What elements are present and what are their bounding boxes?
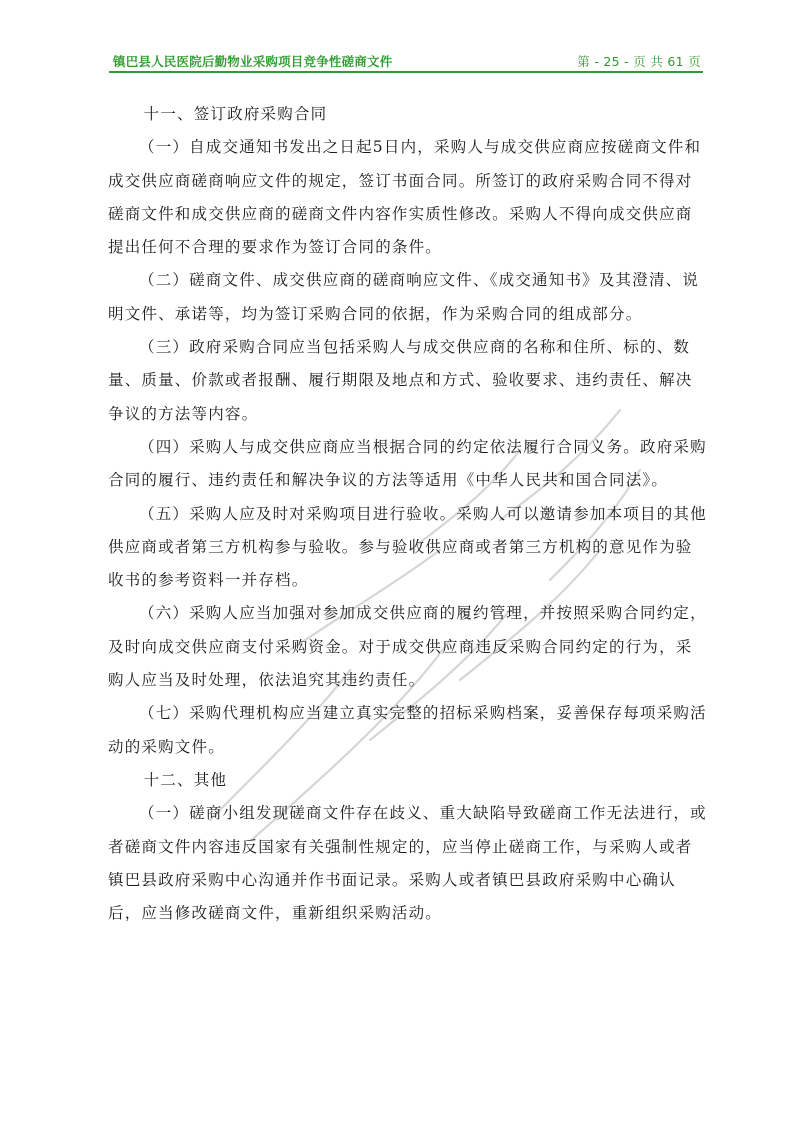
paragraph: （三）政府采购合同应当包括采购人与成交供应商的名称和住所、标的、数量、质量、价款或者报酬、履行期限及地点和方式、验收要求、违约责任、解决争议的方法等内容。	[108, 338, 693, 423]
document-title: 镇巴县人民医院后勤物业采购项目竞争性磋商文件	[113, 54, 393, 69]
section-heading: 十一、签订政府采购合同	[143, 105, 328, 123]
paragraph: （一）自成交通知书发出之日起5日内，采购人与成交供应商应按磋商文件和成交供应商磋商响应文件的规定，签订书面合同。所签订的政府采购合同不得对磋商文件和成交供应商的磋商文件内容作实质性修改。采购人不得向成交供应商提出任何不合理的要求作为签订合同的条件。	[108, 138, 702, 257]
document-body	[108, 98, 708, 930]
page-number: 第 - 25 - 页 共 61 页	[577, 54, 701, 69]
header-rule	[109, 71, 703, 73]
paragraph: （五）采购人应及时对采购项目进行验收。采购人可以邀请参加本项目的其他供应商或者第三方机构参与验收。参与验收供应商或者第三方机构的意见作为验收书的参考资料一并存档。	[108, 504, 707, 590]
page-header	[109, 50, 703, 72]
section-heading: 十二、其他	[143, 770, 228, 789]
paragraph: （二）磋商文件、成交供应商的磋商响应文件、《成交通知书》及其澄清、说明文件、承诺等，均为签订采购合同的依据，作为采购合同的组成部分。	[108, 271, 700, 323]
paragraph: （六）采购人应当加强对参加成交供应商的履约管理，并按照采购合同约定，及时向成交供应商支付采购资金。对于成交供应商违反采购合同约定的行为，采购人应当及时处理，依法追究其违约责任。	[108, 604, 707, 690]
paragraph: （四）采购人与成交供应商应当根据合同的约定依法履行合同义务。政府采购合同的履行、违约责任和解决争议的方法等适用《中华人民共和国合同法》。	[108, 437, 707, 490]
paragraph: （一）磋商小组发现磋商文件存在歧义、重大缺陷导致磋商工作无法进行，或者磋商文件内容违反国家有关强制性规定的，应当停止磋商工作，与采购人或者镇巴县政府采购中心沟通并作书面记录。采购人或者镇巴县政府采购中心确认后，应当修改磋商文件，重新组织采购活动。	[108, 804, 707, 923]
paragraph: （七）采购代理机构应当建立真实完整的招标采购档案，妥善保存每项采购活动的采购文件。	[108, 704, 707, 756]
